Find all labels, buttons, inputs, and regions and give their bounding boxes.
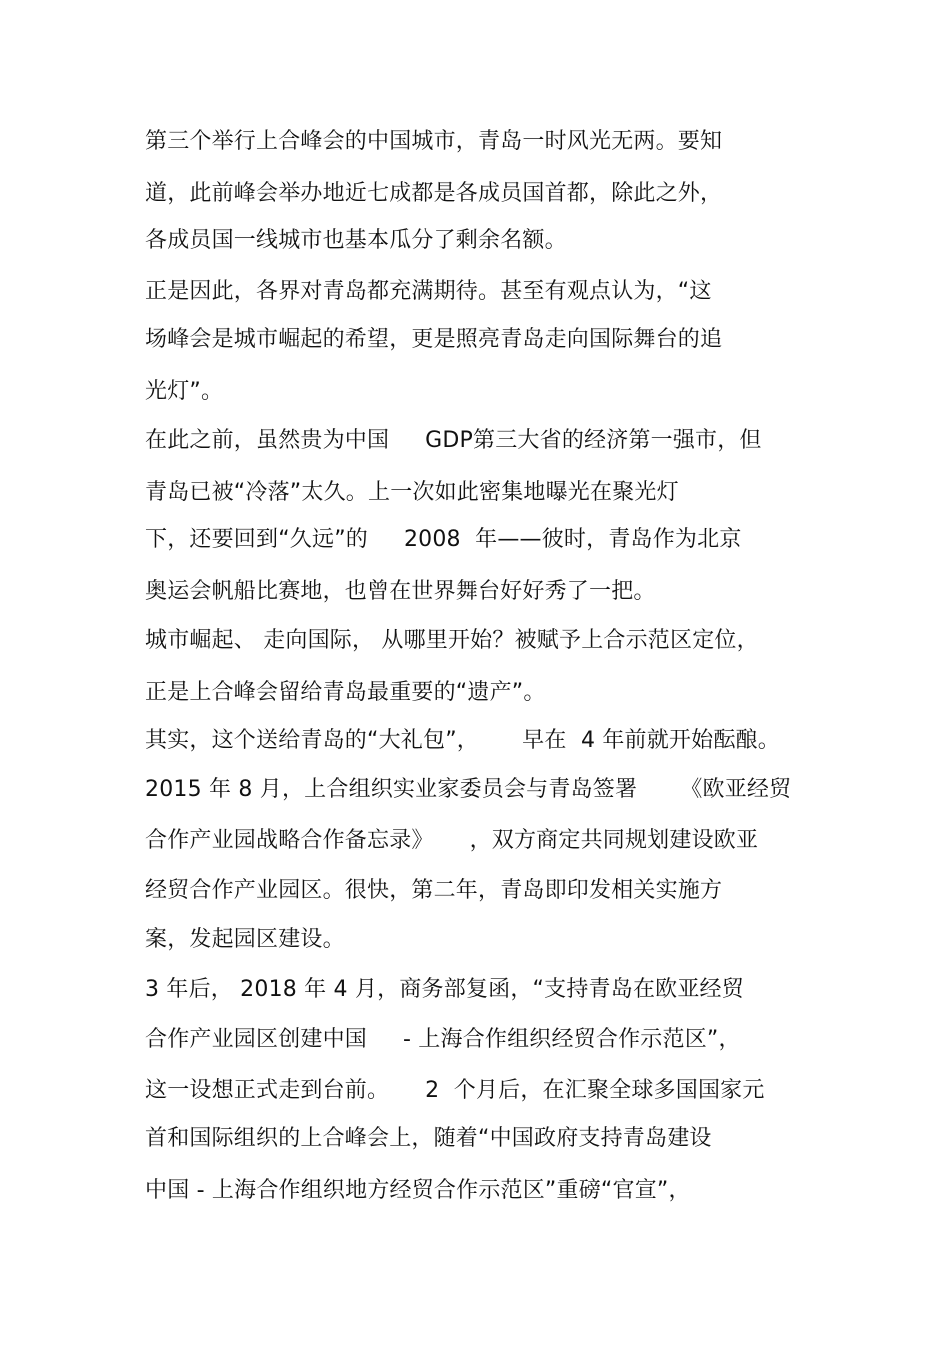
text-line: 经贸合作产业园区。很快，第二年，青岛即印发相关实施方 — [145, 878, 723, 903]
text-line: 各成员国一线城市也基本瓜分了剩余名额。 — [145, 228, 567, 253]
text-line: 在此之前，虽然贵为中国 GDP第三大省的经济第一强市，但 — [145, 428, 762, 453]
text-line: 下，还要回到“久远”的 2008 年——彼时，青岛作为北京 — [145, 527, 742, 552]
text-line: 奥运会帆船比赛地，也曾在世界舞台好好秀了一把。 — [145, 579, 656, 604]
text-line: 光灯”。 — [145, 379, 224, 404]
text-line: 正是上合峰会留给青岛最重要的“遗产”。 — [145, 680, 546, 705]
text-line: 3 年后， 2018 年 4 月，商务部复函，“支持青岛在欧亚经贸 — [145, 977, 744, 1002]
text-line: 第三个举行上合峰会的中国城市，青岛一时风光无两。要知 — [145, 129, 723, 154]
text-line: 合作产业园战略合作备忘录》 ，双方商定共同规划建设欧亚 — [145, 828, 759, 853]
text-line: 案，发起园区建设。 — [145, 927, 345, 952]
text-line: 城市崛起、 走向国际， 从哪里开始？被赋予上合示范区定位， — [145, 628, 759, 653]
text-line: 这一设想正式走到台前。 2 个月后，在汇聚全球多国国家元 — [145, 1078, 765, 1103]
text-line: 正是因此，各界对青岛都充满期待。甚至有观点认为，“这 — [145, 279, 712, 304]
text-line: 其实，这个送给青岛的“大礼包”， 早在 4 年前就开始酝酿。 — [145, 728, 780, 753]
text-line: 合作产业园区创建中国 - 上海合作组织经贸合作示范区”， — [145, 1027, 741, 1052]
text-line: 场峰会是城市崛起的希望，更是照亮青岛走向国际舞台的追 — [145, 327, 723, 352]
text-line: 中国 - 上海合作组织地方经贸合作示范区”重磅“官宣”， — [145, 1178, 691, 1203]
text-line: 青岛已被“冷落”太久。上一次如此密集地曝光在聚光灯 — [145, 480, 679, 505]
text-line: 首和国际组织的上合峰会上，随着“中国政府支持青岛建设 — [145, 1126, 712, 1151]
text-line: 道，此前峰会举办地近七成都是各成员国首都，除此之外， — [145, 181, 723, 206]
text-line: 2015 年 8 月，上合组织实业家委员会与青岛签署 《欧亚经贸 — [145, 777, 792, 802]
